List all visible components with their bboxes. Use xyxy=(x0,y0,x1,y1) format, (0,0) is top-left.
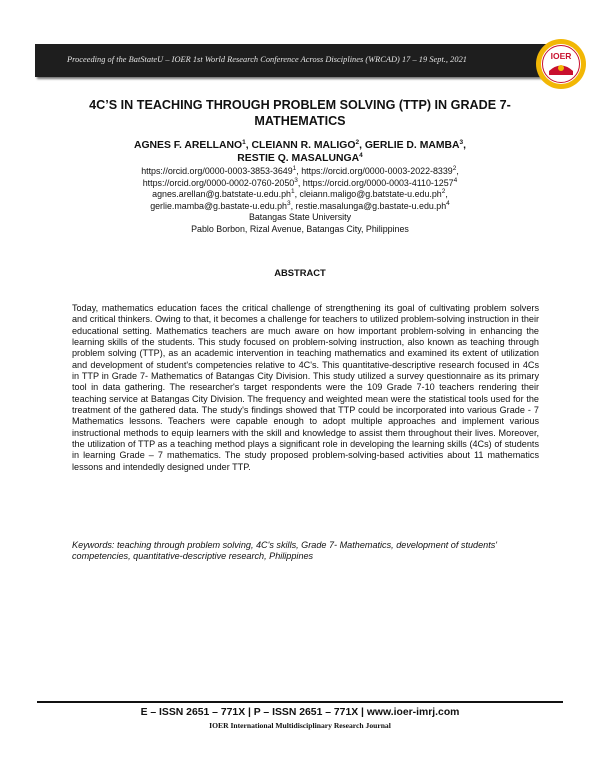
author-2: CLEIANN R. MALIGO xyxy=(251,140,356,151)
email-3[interactable]: gerlie.mamba@g.bastate-u.edu.ph xyxy=(150,200,287,211)
orcid-3[interactable]: https://orcid.org/0000-0002-0760-2050 xyxy=(142,177,295,188)
author-4: RESTIE Q. MASALUNGA xyxy=(237,153,360,164)
author-3-mark: 3 xyxy=(459,139,464,146)
keywords: Keywords: teaching through problem solving, 4C's skills, Grade 7- Mathematics, development of students' competencies, quantitative-descriptive research, Philippines xyxy=(72,540,498,562)
footer-issn: E – ISSN 2651 – 771X | P – ISSN 2651 – 771X | www.ioer-imrj.com xyxy=(140,707,460,718)
address: Pablo Borbon, Rizal Avenue, Batangas City, Philippines xyxy=(191,223,409,234)
author-metadata xyxy=(60,166,540,235)
email-separator: , xyxy=(290,200,296,211)
title-line-2: MATHEMATICS xyxy=(254,114,346,128)
email-3-mark: 3 xyxy=(286,199,291,207)
author-2-mark: 2 xyxy=(355,139,360,146)
conference-header: Proceeding of the BatStateU – IOER 1st World Research Conference Across Disciplines (WRCAD) 17 – 19 Sept., 2021 xyxy=(67,55,467,64)
orcid-4-mark: 4 xyxy=(453,176,458,184)
orcid-1[interactable]: https://orcid.org/0000-0003-3853-3649 xyxy=(141,166,293,176)
email-1[interactable]: agnes.arellan@g.batstate-u.edu.ph xyxy=(152,189,291,199)
abstract-body: Today, mathematics education faces the critical challenge of strengthening its goal of cultivating problem solvers and critical thinkers. Owing to that, it becomes a challenge for teachers to utilized problem-solving instruction in their educational setting. Mathematics teachers are much aware on how important problem-solving in enhancing the learning skills of the students. This study focused on problem-solving instruction, also known as teaching through problem solving (TTP), as an academic intervention in teaching mathematics and examined its extent of utilization and development of student's competencies relative to 4C's. This quantitative-descriptive research focused in 4Cs in TTP in Grade 7- Mathematics of Batangas City Division. This study utilized a survey questionnaire as its primary tool in data gathering. The researcher's target respondents were the 109 Grade 7-10 teachers rendering their teaching service at Batangas City Division. The frequency and weighted mean were the statistical tools used for the treatment of the gathered data. The study's findings showed that TTP could be incorporated into various Grade - 7 Mathematics lessons. Teachers were capable enough to adopt multiple approaches and implement various instructional methods to equip learners with the skill and knowledge to assist them throughout their lives. Moreover, the utilization of TTP as a teaching method plays a significant role in developing the learning skills (4Cs) of students in learning Grade – 7 mathematics. The study proposed problem-solving-based activities about 11 mathematics lessons and intendedly designed under TTP. xyxy=(72,303,539,472)
orcid-line-1 xyxy=(60,166,540,178)
email-separator: , xyxy=(294,189,300,199)
email-line-2 xyxy=(60,201,540,213)
orcid-2-mark: 2 xyxy=(452,165,457,172)
orcid-3-mark: 3 xyxy=(294,176,298,184)
author-4-mark: 4 xyxy=(359,152,363,159)
orcid-line-2 xyxy=(60,178,540,190)
footer-journal: IOER International Multidisciplinary Research Journal xyxy=(209,721,391,730)
paper-title xyxy=(60,97,540,129)
footer-rule xyxy=(37,701,563,703)
orcid-separator: , xyxy=(456,166,459,176)
orcid-separator: , xyxy=(296,166,302,176)
university: Batangas State University xyxy=(248,212,352,222)
orcid-1-mark: 1 xyxy=(292,165,297,172)
email-2[interactable]: cleiann.maligo@g.batstate-u.edu.ph xyxy=(299,189,442,199)
author-separator: , xyxy=(359,140,365,151)
email-4[interactable]: restie.masalunga@g.bastate-u.edu.ph xyxy=(295,200,447,211)
email-separator: , xyxy=(445,189,448,199)
author-separator: , xyxy=(463,140,467,151)
orcid-separator: , xyxy=(297,177,303,188)
author-1-mark: 1 xyxy=(242,139,246,146)
author-1: AGNES F. ARELLANO xyxy=(133,140,243,151)
orcid-4[interactable]: https://orcid.org/0000-0003-4110-1257 xyxy=(302,177,454,188)
seal-text: IOER xyxy=(550,51,572,61)
author-separator: , xyxy=(245,140,252,151)
author-3: GERLIE D. MAMBA xyxy=(364,140,460,151)
email-line-1 xyxy=(60,189,540,201)
ioer-seal-logo xyxy=(535,38,587,90)
author-list xyxy=(60,139,540,165)
abstract-heading: ABSTRACT xyxy=(274,267,326,278)
email-2-mark: 2 xyxy=(441,188,446,195)
email-4-mark: 4 xyxy=(446,199,450,207)
title-line-1: 4C’S IN TEACHING THROUGH PROBLEM SOLVING (TTP) IN GRADE 7- xyxy=(89,98,511,112)
email-1-mark: 1 xyxy=(290,188,295,195)
orcid-2[interactable]: https://orcid.org/0000-0003-2022-8339 xyxy=(301,166,453,176)
